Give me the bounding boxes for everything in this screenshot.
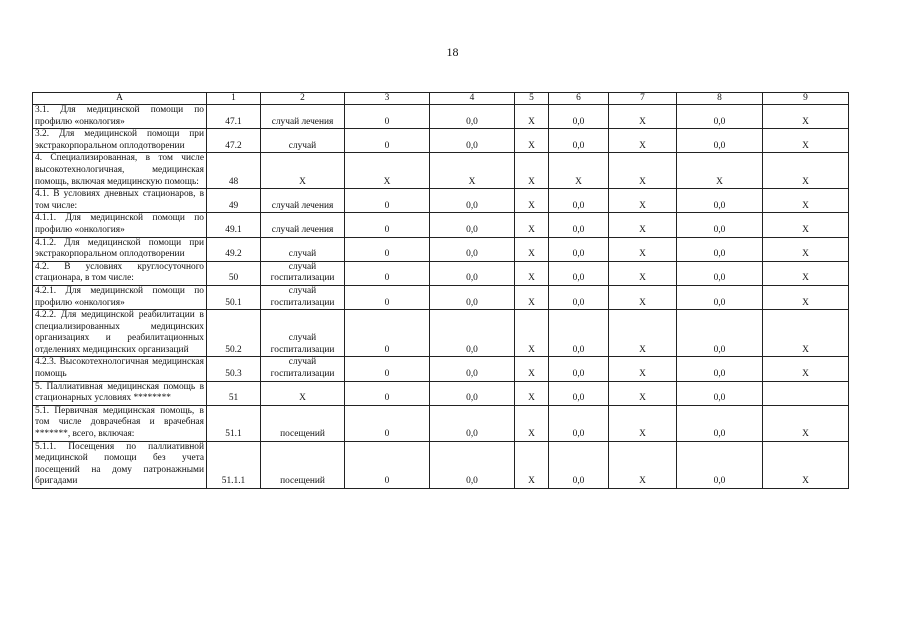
- value-cell: 0: [345, 213, 430, 237]
- row-code: 51.1: [207, 405, 261, 441]
- value-cell: X: [763, 213, 849, 237]
- row-description: 4.1.2. Для медицинской помощи при экстракорпоральном оплодотворении: [33, 237, 207, 261]
- value-cell: X: [763, 237, 849, 261]
- value-cell: X: [609, 129, 677, 153]
- value-cell: 0,0: [430, 129, 515, 153]
- unit-cell: случай госпитализации: [261, 357, 345, 381]
- value-cell: X: [763, 129, 849, 153]
- value-cell: 0,0: [677, 129, 763, 153]
- value-cell: X: [515, 441, 549, 488]
- value-cell: X: [763, 405, 849, 441]
- value-cell: 0: [345, 405, 430, 441]
- value-cell: 0,0: [430, 357, 515, 381]
- value-cell: 0,0: [549, 285, 609, 309]
- column-header: 8: [677, 93, 763, 105]
- table-row: [33, 441, 849, 488]
- value-cell: X: [763, 357, 849, 381]
- value-cell: 0,0: [677, 189, 763, 213]
- column-header: 2: [261, 93, 345, 105]
- row-description: 5.1. Первичная медицинская помощь, в том числе доврачебная и врачебная *******, всего, включая:: [33, 405, 207, 441]
- value-cell: X: [609, 405, 677, 441]
- value-cell: 0,0: [677, 310, 763, 357]
- value-cell: 0,0: [677, 105, 763, 129]
- table-row: [33, 405, 849, 441]
- row-description: 4.1.1. Для медицинской помощи по профилю «онкология»: [33, 213, 207, 237]
- value-cell: X: [515, 129, 549, 153]
- value-cell: X: [515, 105, 549, 129]
- value-cell: 0,0: [430, 441, 515, 488]
- value-cell: X: [763, 105, 849, 129]
- value-cell: 0,0: [549, 310, 609, 357]
- row-code: 51.1.1: [207, 441, 261, 488]
- value-cell: 0,0: [549, 105, 609, 129]
- page-number: 18: [446, 45, 459, 59]
- value-cell: 0: [345, 237, 430, 261]
- value-cell: 0: [345, 441, 430, 488]
- value-cell: X: [763, 153, 849, 189]
- column-header: 9: [763, 93, 849, 105]
- value-cell: X: [515, 189, 549, 213]
- value-cell: X: [609, 441, 677, 488]
- value-cell: X: [609, 237, 677, 261]
- value-cell: 0,0: [677, 213, 763, 237]
- row-code: 51: [207, 381, 261, 405]
- value-cell: 0,0: [549, 381, 609, 405]
- value-cell: X: [515, 237, 549, 261]
- unit-cell: X: [261, 153, 345, 189]
- column-header: А: [33, 93, 207, 105]
- value-cell: 0: [345, 285, 430, 309]
- value-cell: 0: [345, 381, 430, 405]
- column-header: 6: [549, 93, 609, 105]
- value-cell: 0,0: [677, 441, 763, 488]
- row-description: 4.2.3. Высокотехнологичная медицинская помощь: [33, 357, 207, 381]
- row-code: 50.1: [207, 285, 261, 309]
- value-cell: 0,0: [677, 381, 763, 405]
- value-cell: 0: [345, 261, 430, 285]
- value-cell: X: [609, 285, 677, 309]
- value-cell: 0,0: [430, 261, 515, 285]
- row-code: 47.1: [207, 105, 261, 129]
- row-code: 50.2: [207, 310, 261, 357]
- value-cell: X: [515, 213, 549, 237]
- value-cell: 0,0: [430, 237, 515, 261]
- value-cell: 0,0: [430, 285, 515, 309]
- value-cell: 0,0: [549, 189, 609, 213]
- row-description: 4. Специализированная, в том числе высокотехнологичная, медицинская помощь, включая медицинскую помощь:: [33, 153, 207, 189]
- data-table: [32, 92, 849, 489]
- value-cell: 0,0: [677, 237, 763, 261]
- value-cell: 0: [345, 129, 430, 153]
- row-description: 4.2. В условиях круглосуточного стационара, в том числе:: [33, 261, 207, 285]
- value-cell: X: [515, 310, 549, 357]
- unit-cell: случай: [261, 237, 345, 261]
- value-cell: 0,0: [677, 357, 763, 381]
- row-code: 50: [207, 261, 261, 285]
- table-row: [33, 153, 849, 189]
- row-code: 49.1: [207, 213, 261, 237]
- value-cell: X: [515, 405, 549, 441]
- value-cell: X: [609, 213, 677, 237]
- value-cell: 0,0: [677, 285, 763, 309]
- value-cell: 0,0: [549, 441, 609, 488]
- value-cell: 0: [345, 189, 430, 213]
- unit-cell: случай госпитализации: [261, 261, 345, 285]
- value-cell: 0: [345, 310, 430, 357]
- value-cell: 0,0: [430, 213, 515, 237]
- table-row: [33, 105, 849, 129]
- value-cell: X: [763, 310, 849, 357]
- row-code: 48: [207, 153, 261, 189]
- value-cell: X: [763, 261, 849, 285]
- value-cell: X: [515, 261, 549, 285]
- row-code: 49.2: [207, 237, 261, 261]
- row-description: 4.1. В условиях дневных стационаров, в том числе:: [33, 189, 207, 213]
- unit-cell: случай госпитализации: [261, 310, 345, 357]
- value-cell: 0,0: [430, 105, 515, 129]
- value-cell: 0,0: [549, 237, 609, 261]
- value-cell: X: [609, 153, 677, 189]
- column-header: 4: [430, 93, 515, 105]
- unit-cell: посещений: [261, 405, 345, 441]
- value-cell: X: [609, 189, 677, 213]
- column-header: 1: [207, 93, 261, 105]
- value-cell: 0: [345, 105, 430, 129]
- value-cell: X: [430, 153, 515, 189]
- row-description: 4.2.2. Для медицинской реабилитации в специализированных медицинских организациях и реабилитационных отделениях медицинских организаций: [33, 310, 207, 357]
- table-row: [33, 129, 849, 153]
- row-code: 50.3: [207, 357, 261, 381]
- row-description: 4.2.1. Для медицинской помощи по профилю «онкология»: [33, 285, 207, 309]
- value-cell: X: [515, 357, 549, 381]
- value-cell: 0,0: [549, 213, 609, 237]
- value-cell: [763, 381, 849, 405]
- unit-cell: случай лечения: [261, 105, 345, 129]
- value-cell: 0,0: [549, 261, 609, 285]
- value-cell: 0,0: [677, 261, 763, 285]
- table-row: [33, 381, 849, 405]
- value-cell: 0,0: [430, 381, 515, 405]
- value-cell: X: [515, 153, 549, 189]
- table-row: [33, 189, 849, 213]
- value-cell: X: [345, 153, 430, 189]
- unit-cell: случай лечения: [261, 213, 345, 237]
- unit-cell: случай госпитализации: [261, 285, 345, 309]
- table-row: [33, 237, 849, 261]
- row-description: 5.1.1. Посещения по паллиативной медицинской помощи без учета посещений на дому патронажными бригадами: [33, 441, 207, 488]
- table-row: [33, 285, 849, 309]
- value-cell: 0,0: [430, 189, 515, 213]
- value-cell: X: [609, 357, 677, 381]
- table-row: [33, 357, 849, 381]
- table-header-row: [33, 93, 849, 105]
- row-description: 3.1. Для медицинской помощи по профилю «онкология»: [33, 105, 207, 129]
- column-header: 5: [515, 93, 549, 105]
- table-row: [33, 213, 849, 237]
- value-cell: X: [515, 285, 549, 309]
- value-cell: X: [609, 310, 677, 357]
- value-cell: X: [609, 381, 677, 405]
- table-row: [33, 310, 849, 357]
- value-cell: X: [763, 189, 849, 213]
- value-cell: X: [763, 285, 849, 309]
- row-description: 5. Паллиативная медицинская помощь в стационарных условиях ********: [33, 381, 207, 405]
- row-code: 49: [207, 189, 261, 213]
- column-header: 7: [609, 93, 677, 105]
- row-description: 3.2. Для медицинской помощи при экстракорпоральном оплодотворении: [33, 129, 207, 153]
- value-cell: X: [763, 441, 849, 488]
- value-cell: X: [609, 261, 677, 285]
- value-cell: X: [609, 105, 677, 129]
- table-row: [33, 261, 849, 285]
- unit-cell: случай: [261, 129, 345, 153]
- value-cell: X: [677, 153, 763, 189]
- value-cell: 0,0: [677, 405, 763, 441]
- column-header: 3: [345, 93, 430, 105]
- value-cell: X: [549, 153, 609, 189]
- value-cell: 0,0: [549, 129, 609, 153]
- unit-cell: случай лечения: [261, 189, 345, 213]
- unit-cell: посещений: [261, 441, 345, 488]
- value-cell: 0,0: [430, 310, 515, 357]
- value-cell: 0: [345, 357, 430, 381]
- value-cell: 0,0: [430, 405, 515, 441]
- value-cell: 0,0: [549, 405, 609, 441]
- value-cell: 0,0: [549, 357, 609, 381]
- row-code: 47.2: [207, 129, 261, 153]
- unit-cell: X: [261, 381, 345, 405]
- value-cell: X: [515, 381, 549, 405]
